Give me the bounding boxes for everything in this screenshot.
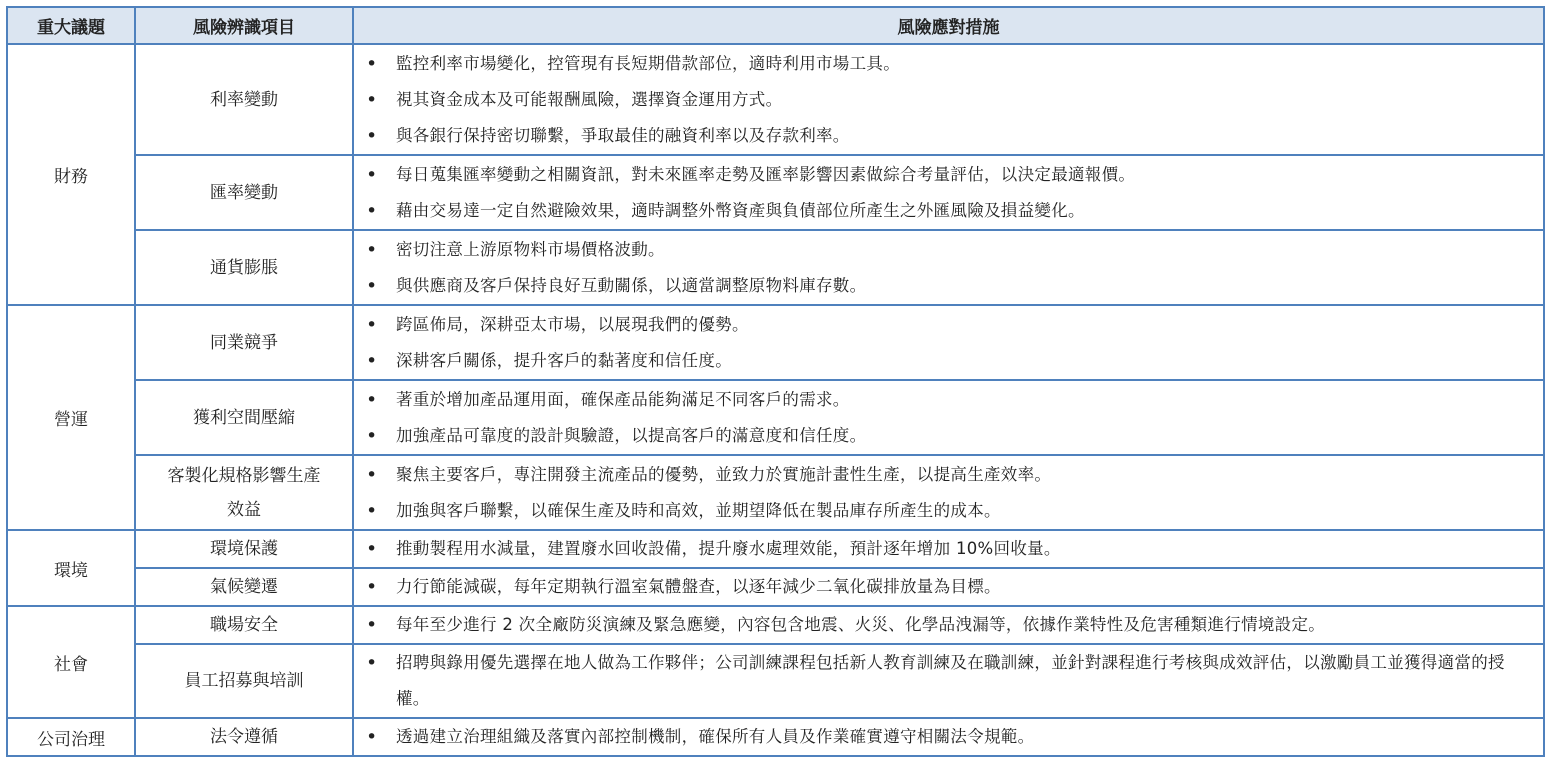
measure-bullet: • 與供應商及客戶保持良好互動關係，以適當調整原物料庫存數。 [364, 268, 1535, 304]
table-row [7, 155, 1544, 230]
risk-item: 職場安全 [135, 606, 353, 644]
measures-cell [353, 606, 1544, 644]
header-risk-item: 風險辨識項目 [135, 7, 353, 44]
measures-cell [353, 380, 1544, 455]
measure-bullet: • 加強與客戶聯繫，以確保生產及時和高效，並期望降低在製品庫存所產生的成本。 [364, 493, 1535, 529]
measure-bullet: • 透過建立治理組織及落實內部控制機制，確保所有人員及作業確實遵守相關法令規範。 [364, 719, 1535, 755]
table-row [7, 644, 1544, 718]
measure-bullet: • 藉由交易達一定自然避險效果，適時調整外幣資產與負債部位所產生之外匯風險及損益變化。 [364, 193, 1535, 229]
risk-item: 獲利空間壓縮 [135, 380, 353, 455]
topic-society: 社會 [7, 606, 135, 718]
table-row [7, 380, 1544, 455]
measure-bullet: • 聚焦主要客戶，專注開發主流產品的優勢，並致力於實施計畫性生產，以提高生產效率。 [364, 457, 1535, 493]
table-row [7, 455, 1544, 530]
table-row [7, 230, 1544, 305]
risk-item: 環境保護 [135, 530, 353, 568]
topic-operations: 營運 [7, 305, 135, 530]
header-row [7, 7, 1544, 44]
measures-cell [353, 644, 1544, 718]
measure-bullet: • 密切注意上游原物料市場價格波動。 [364, 232, 1535, 268]
table-row [7, 568, 1544, 606]
risk-item [135, 455, 353, 530]
measures-cell [353, 155, 1544, 230]
measures-cell [353, 455, 1544, 530]
risk-item: 通貨膨脹 [135, 230, 353, 305]
measures-cell [353, 44, 1544, 155]
table-row [7, 530, 1544, 568]
measure-bullet: • 招聘與錄用優先選擇在地人做為工作夥伴；公司訓練課程包括新人教育訓練及在職訓練，並針對課程進行考核與成效評估，以激勵員工並獲得適當的授權。 [364, 645, 1535, 717]
topic-environment: 環境 [7, 530, 135, 606]
risk-item: 法令遵循 [135, 718, 353, 756]
risk-item-line: 效益 [227, 499, 261, 520]
measure-bullet: • 加強產品可靠度的設計與驗證，以提高客戶的滿意度和信任度。 [364, 418, 1535, 454]
measures-cell [353, 305, 1544, 380]
risk-item: 同業競爭 [135, 305, 353, 380]
measure-bullet: • 每日蒐集匯率變動之相關資訊，對未來匯率走勢及匯率影響因素做綜合考量評估，以決定最適報價。 [364, 157, 1535, 193]
measure-bullet: • 監控利率市場變化，控管現有長短期借款部位，適時利用市場工具。 [364, 46, 1535, 82]
measures-cell [353, 568, 1544, 606]
risk-item: 匯率變動 [135, 155, 353, 230]
topic-governance: 公司治理 [7, 718, 135, 756]
risk-item-line: 客製化規格影響生產 [167, 465, 321, 486]
header-measures: 風險應對措施 [353, 7, 1544, 44]
risk-item: 利率變動 [135, 44, 353, 155]
risk-item: 員工招募與培訓 [135, 644, 353, 718]
measures-cell [353, 230, 1544, 305]
measure-bullet: • 視其資金成本及可能報酬風險，選擇資金運用方式。 [364, 82, 1535, 118]
risk-table [6, 6, 1545, 757]
measure-bullet: • 與各銀行保持密切聯繫，爭取最佳的融資利率以及存款利率。 [364, 118, 1535, 154]
measures-cell [353, 530, 1544, 568]
measure-bullet: • 跨區佈局，深耕亞太市場，以展現我們的優勢。 [364, 307, 1535, 343]
table-row [7, 718, 1544, 756]
risk-item: 氣候變遷 [135, 568, 353, 606]
table-row [7, 606, 1544, 644]
table-row [7, 305, 1544, 380]
measure-bullet: • 著重於增加產品運用面，確保產品能夠滿足不同客戶的需求。 [364, 382, 1535, 418]
measures-cell [353, 718, 1544, 756]
table-row [7, 44, 1544, 155]
measure-bullet: • 深耕客戶關係，提升客戶的黏著度和信任度。 [364, 343, 1535, 379]
topic-finance: 財務 [7, 44, 135, 305]
measure-bullet: • 力行節能減碳，每年定期執行溫室氣體盤查，以逐年減少二氧化碳排放量為目標。 [364, 569, 1535, 605]
measure-bullet: • 推動製程用水減量，建置廢水回收設備，提升廢水處理效能，預計逐年增加 10%回收量。 [364, 531, 1535, 567]
measure-bullet: • 每年至少進行 2 次全廠防災演練及緊急應變，內容包含地震、火災、化學品洩漏等，依據作業特性及危害種類進行情境設定。 [364, 607, 1535, 643]
header-topic: 重大議題 [7, 7, 135, 44]
